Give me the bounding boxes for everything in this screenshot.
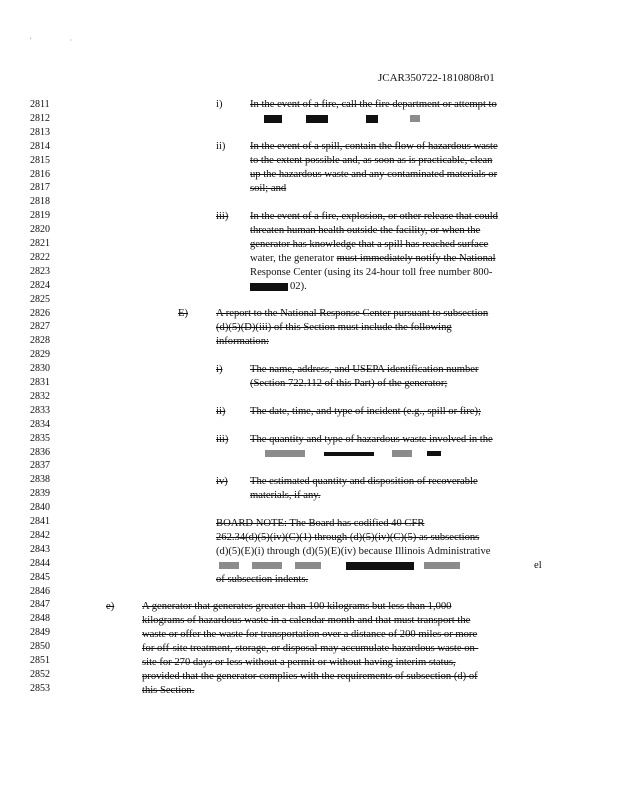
line-number: 2822 — [30, 251, 50, 263]
line-number: 2840 — [30, 502, 50, 514]
scan-marks: ' · — [30, 36, 91, 45]
item-Eiv-line1: The estimated quantity and disposition of recoverable — [250, 476, 478, 487]
item-e-line5: site for 270 days or less without a permit or without having interim status, — [142, 657, 456, 668]
item-Ei-line1: The name, address, and USEPA identification number — [250, 364, 479, 375]
item-iii-line4: water, the generator must immediately notify the National — [250, 253, 496, 264]
item-Ei-label: i) — [216, 364, 223, 375]
line-number: 2846 — [30, 585, 50, 597]
line-number: 2830 — [30, 363, 50, 375]
redacted-line — [262, 112, 423, 126]
line-number: 2826 — [30, 307, 50, 319]
line-number: 2853 — [30, 682, 50, 694]
line-number: 2844 — [30, 557, 50, 569]
line-number: 2828 — [30, 335, 50, 347]
line-number: 2850 — [30, 641, 50, 653]
item-e-line2: kilograms of hazardous waste in a calendar month and that must transport the — [142, 615, 471, 626]
item-E-line1: A report to the National Response Center pursuant to subsection — [216, 308, 489, 319]
item-e-line3: waste or offer the waste for transportation over a distance of 200 miles or more — [142, 629, 478, 640]
line-number: 2831 — [30, 377, 50, 388]
line-number: 2843 — [30, 543, 50, 555]
line-number: 2845 — [30, 571, 50, 583]
line-number: 2849 — [30, 627, 50, 639]
item-i-line1: In the event of a fire, call the fire department or attempt to — [250, 99, 497, 110]
item-e-line6: provided that the generator complies with the requirements of subsection (d) of — [142, 671, 478, 682]
line-number: 2825 — [30, 293, 50, 305]
item-iii-label: iii) — [216, 211, 229, 222]
item-ii-label: ii) — [216, 141, 226, 152]
board-note-line3: (d)(5)(E)(i) through (d)(5)(E)(iv) because Illinois Administrative — [216, 546, 491, 557]
item-E-line2: (d)(5)(D)(iii) of this Section must include the following — [216, 322, 452, 333]
line-number: 2811 — [30, 99, 50, 110]
redacted-line — [262, 447, 443, 461]
line-number: 2821 — [30, 238, 50, 249]
line-number: 2824 — [30, 279, 50, 291]
line-number: 2823 — [30, 265, 50, 277]
item-Eiii-label: iii) — [216, 434, 229, 445]
line-number: 2837 — [30, 460, 50, 472]
item-iii-line6 — [250, 280, 307, 294]
item-ii-line3: up the hazardous waste and any contaminated materials or — [250, 169, 498, 180]
item-E-line3: information: — [216, 336, 269, 347]
line-number: 2817 — [30, 182, 50, 194]
board-note-line4-end: el — [534, 560, 542, 571]
redacted-line — [216, 559, 463, 573]
line-number: 2841 — [30, 516, 50, 527]
item-iii-line3: generator has knowledge that a spill has reached surface — [250, 239, 489, 250]
board-note-line2: 262.34(d)(5)(iv)(C)(1) through (d)(5)(iv)(C)(5) as subsections — [216, 532, 480, 543]
line-number: 2835 — [30, 432, 50, 444]
line-number: 2812 — [30, 112, 50, 124]
item-E-label: E) — [178, 308, 188, 319]
document-id: JCAR350722-1810808r01 — [378, 72, 495, 84]
item-Eii-line1: The date, time, and type of incident (e.g., spill or fire); — [250, 406, 481, 417]
item-Eiv-line2: materials, if any. — [250, 490, 321, 501]
line-number: 2836 — [30, 446, 50, 458]
item-i-label: i) — [216, 99, 223, 110]
line-number: 2819 — [30, 210, 50, 222]
line-number: 2834 — [30, 418, 50, 430]
item-e-line7: this Section. — [142, 685, 195, 696]
line-number: 2851 — [30, 655, 50, 666]
line-number: 2848 — [30, 613, 50, 625]
item-e-line4: for off-site treatment, storage, or disposal may accumulate hazardous waste on- — [142, 643, 479, 654]
item-iii-line5: Response Center (using its 24-hour toll free number 800- — [250, 267, 493, 278]
line-number: 2833 — [30, 404, 50, 416]
item-e-label: e) — [106, 601, 115, 612]
item-Ei-line2: (Section 722.112 of this Part) of the generator; — [250, 378, 448, 389]
line-number: 2816 — [30, 168, 50, 180]
line-number: 2818 — [30, 196, 50, 208]
item-e-line1: A generator that generates greater than 100 kilograms but less than 1,000 — [142, 601, 452, 612]
line-number: 2815 — [30, 154, 50, 166]
item-iii-line6-text: 02). — [290, 281, 307, 292]
board-note-line1: BOARD NOTE: The Board has codified 40 CFR — [216, 518, 425, 529]
item-iii-line2: threaten human health outside the facility, or when the — [250, 225, 481, 236]
item-ii-line4: soil; and — [250, 183, 287, 194]
line-number: 2842 — [30, 529, 50, 541]
item-Eiv-label: iv) — [216, 476, 228, 487]
item-Eiii-line1: The quantity and type of hazardous waste involved in the — [250, 434, 493, 445]
line-number: 2852 — [30, 668, 50, 680]
item-ii-line2: to the extent possible and, as soon as is practicable, clean — [250, 155, 493, 166]
item-ii-line1: In the event of a spill, contain the flow of hazardous waste — [250, 141, 498, 152]
line-number: 2839 — [30, 488, 50, 500]
item-Eii-label: ii) — [216, 406, 226, 417]
line-number: 2832 — [30, 390, 50, 402]
line-number: 2827 — [30, 321, 50, 333]
line-number: 2838 — [30, 474, 50, 486]
item-iii-line1: In the event of a fire, explosion, or other release that could — [250, 211, 498, 222]
line-number: 2829 — [30, 349, 50, 361]
line-number: 2847 — [30, 599, 50, 611]
line-number: 2820 — [30, 224, 50, 236]
board-note-line5: of subsection indents. — [216, 574, 309, 585]
line-number: 2814 — [30, 140, 50, 152]
line-number: 2813 — [30, 126, 50, 138]
